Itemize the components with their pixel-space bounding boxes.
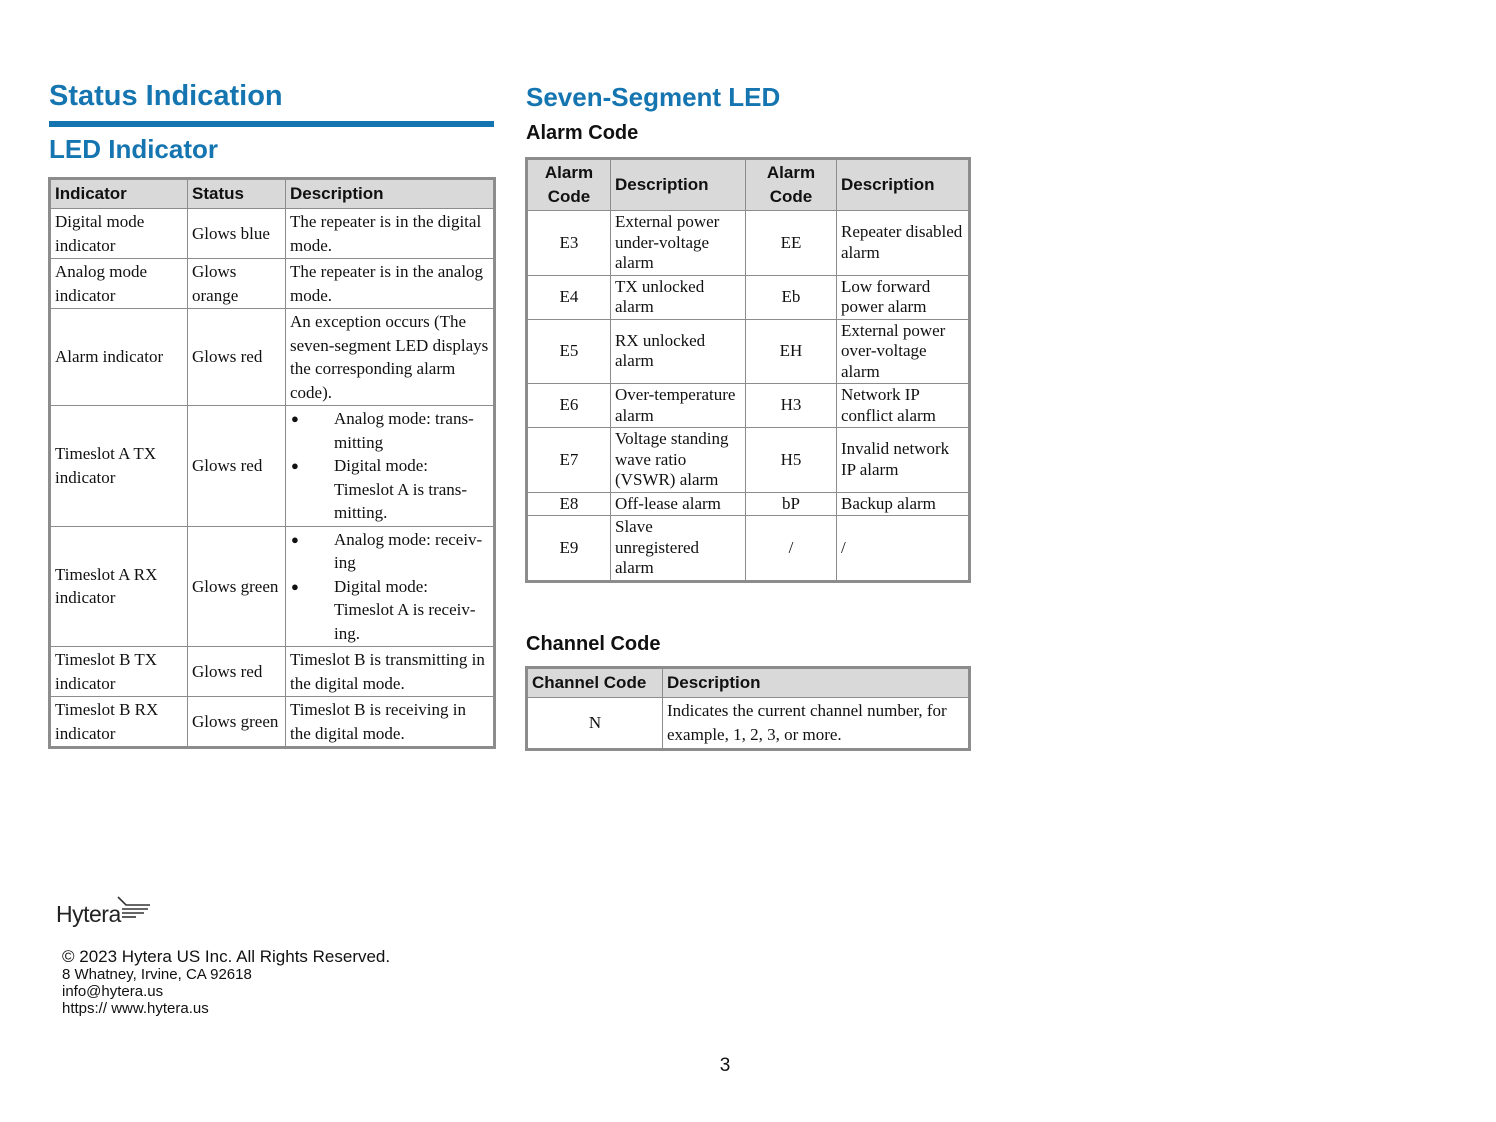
table-row <box>51 259 494 309</box>
led-indicator-table <box>50 179 494 747</box>
alarm-code-cell: E3 <box>528 211 611 276</box>
alarm-code-cell: E9 <box>528 516 611 581</box>
channel-code-table <box>527 668 969 749</box>
alarm-code-cell: H3 <box>746 384 837 428</box>
title-divider <box>49 121 494 127</box>
indicator-cell: Timeslot B TX indicator <box>51 647 188 697</box>
bullet-item: ● Digital mode: Timeslot A is trans-mitting. <box>290 454 489 525</box>
alarm-code-cell: E5 <box>528 319 611 384</box>
column-header: Status <box>188 180 286 209</box>
address-text: 8 Whatney, Irvine, CA 92618 <box>62 966 252 983</box>
email-link[interactable]: info@hytera.us <box>62 983 164 1000</box>
table-row <box>51 697 494 747</box>
description-cell <box>286 406 494 527</box>
alarm-code-cell: E8 <box>528 492 611 516</box>
channel-code-heading: Channel Code <box>526 633 661 655</box>
logo-wave-icon <box>116 895 152 923</box>
alarm-description-cell: Over-temperature alarm <box>611 384 746 428</box>
alarm-code-cell: EH <box>746 319 837 384</box>
alarm-code-cell: / <box>746 516 837 581</box>
status-cell: Glows red <box>188 309 286 406</box>
column-header: Description <box>837 160 969 211</box>
indicator-cell: Timeslot B RX indicator <box>51 697 188 747</box>
table-row <box>51 647 494 697</box>
alarm-code-cell: Eb <box>746 275 837 319</box>
alarm-code-cell: E4 <box>528 275 611 319</box>
alarm-description-cell: External power over-voltage alarm <box>837 319 969 384</box>
alarm-code-cell: E6 <box>528 384 611 428</box>
table-row <box>528 275 969 319</box>
description-cell: Timeslot B is receiving in the digital mode. <box>286 697 494 747</box>
indicator-cell: Analog mode indicator <box>51 259 188 309</box>
alarm-code-cell: bP <box>746 492 837 516</box>
table-row <box>528 384 969 428</box>
alarm-code-cell: E7 <box>528 428 611 493</box>
alarm-description-cell: TX unlocked alarm <box>611 275 746 319</box>
column-header: Description <box>611 160 746 211</box>
description-cell: The repeater is in the analog mode. <box>286 259 494 309</box>
alarm-description-cell: Invalid network IP alarm <box>837 428 969 493</box>
column-header: Alarm Code <box>528 160 611 211</box>
table-row <box>528 319 969 384</box>
indicator-cell: Timeslot A TX indicator <box>51 406 188 527</box>
column-header: Channel Code <box>528 669 663 698</box>
channel-code-cell: N <box>528 698 663 749</box>
table-row <box>51 209 494 259</box>
alarm-code-table <box>527 159 969 581</box>
page-number: 3 <box>719 1055 731 1076</box>
description-cell: The repeater is in the digital mode. <box>286 209 494 259</box>
table-row <box>51 406 494 527</box>
table-row <box>528 698 969 749</box>
copyright-text: © 2023 Hytera US Inc. All Rights Reserved. <box>62 947 391 966</box>
table-row <box>528 211 969 276</box>
alarm-code-cell: EE <box>746 211 837 276</box>
table-row <box>51 309 494 406</box>
table-row <box>528 428 969 493</box>
page-title: Status Indication <box>49 80 283 112</box>
bullet-item: ● Analog mode: trans-mitting <box>290 407 489 454</box>
logo-wordmark: Hytera <box>56 901 121 927</box>
table-row <box>51 526 494 647</box>
column-header: Description <box>286 180 494 209</box>
alarm-description-cell: Low forward power alarm <box>837 275 969 319</box>
indicator-cell: Digital mode indicator <box>51 209 188 259</box>
column-header: Alarm Code <box>746 160 837 211</box>
section-title-led: LED Indicator <box>49 134 219 164</box>
alarm-description-cell: Network IP conflict alarm <box>837 384 969 428</box>
indicator-cell: Timeslot A RX indicator <box>51 526 188 647</box>
table-row <box>528 492 969 516</box>
alarm-code-heading: Alarm Code <box>526 122 639 144</box>
description-cell: An exception occurs (The seven-segment LED displays the corresponding alarm code). <box>286 309 494 406</box>
status-cell: Glows blue <box>188 209 286 259</box>
column-header: Description <box>663 669 969 698</box>
website-link[interactable]: https:// www.hytera.us <box>62 1000 209 1017</box>
alarm-code-cell: H5 <box>746 428 837 493</box>
status-cell: Glows green <box>188 697 286 747</box>
table-row <box>528 516 969 581</box>
description-cell: Timeslot B is transmitting in the digital mode. <box>286 647 494 697</box>
status-cell: Glows orange <box>188 259 286 309</box>
hytera-logo <box>56 895 152 931</box>
alarm-description-cell: External power under-voltage alarm <box>611 211 746 276</box>
description-cell <box>286 526 494 647</box>
alarm-description-cell: Slave unregistered alarm <box>611 516 746 581</box>
bullet-item: ● Analog mode: receiv-ing <box>290 528 489 575</box>
bullet-item: ● Digital mode: Timeslot A is receiv-ing. <box>290 575 489 646</box>
section-title-seven-segment: Seven-Segment LED <box>526 82 781 112</box>
alarm-description-cell: Repeater disabled alarm <box>837 211 969 276</box>
status-cell: Glows red <box>188 647 286 697</box>
alarm-description-cell: Off-lease alarm <box>611 492 746 516</box>
indicator-cell: Alarm indicator <box>51 309 188 406</box>
channel-description-cell: Indicates the current channel number, for example, 1, 2, 3, or more. <box>663 698 969 749</box>
alarm-description-cell: Backup alarm <box>837 492 969 516</box>
alarm-description-cell: / <box>837 516 969 581</box>
column-header: Indicator <box>51 180 188 209</box>
alarm-description-cell: Voltage standing wave ratio (VSWR) alarm <box>611 428 746 493</box>
status-cell: Glows red <box>188 406 286 527</box>
status-cell: Glows green <box>188 526 286 647</box>
alarm-description-cell: RX unlocked alarm <box>611 319 746 384</box>
